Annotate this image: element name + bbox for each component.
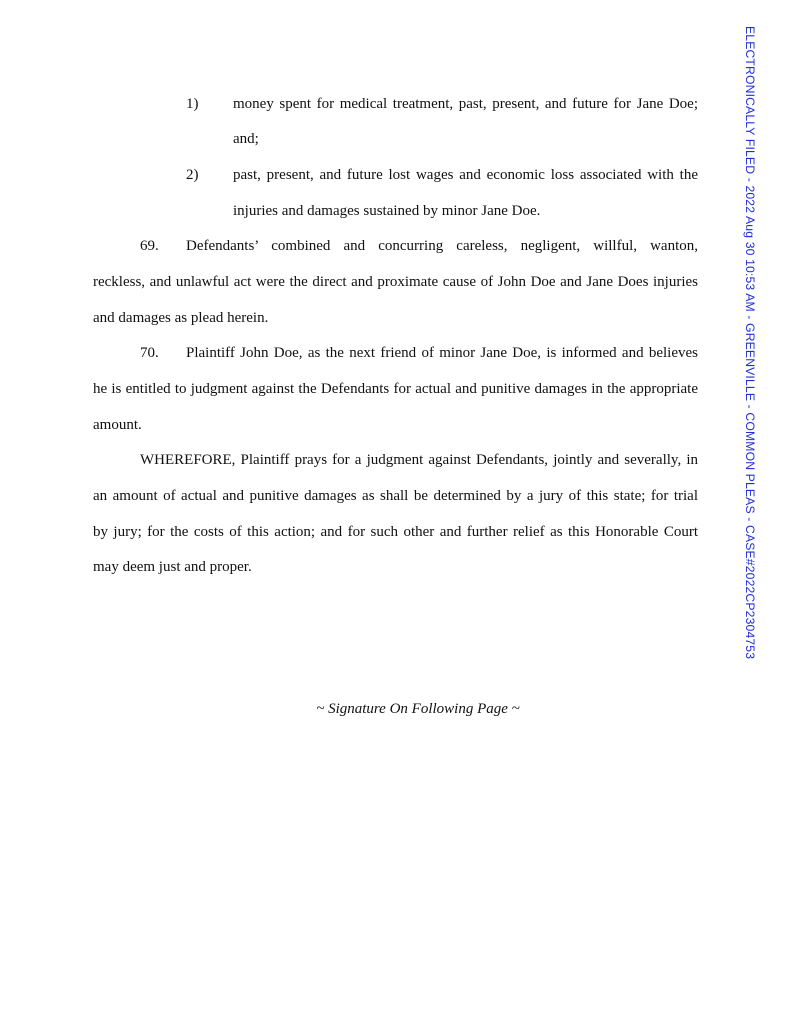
list-item-text: past, present, and future lost wages and economic loss associated with the [233, 167, 698, 183]
paragraph-number: 70. [140, 345, 159, 361]
wherefore-clause: by jury; for the costs of this action; and for such other and further relief as this Honorable Court [93, 524, 698, 540]
wherefore-clause: an amount of actual and punitive damages as shall be determined by a jury of this state; for trial [93, 488, 698, 504]
wherefore-clause: may deem just and proper. [93, 559, 252, 575]
list-item-text: money spent for medical treatment, past, present, and future for Jane Doe; [233, 96, 698, 112]
paragraph-text: and damages as plead herein. [93, 310, 269, 326]
paragraph-number: 69. [140, 238, 159, 254]
electronic-filing-stamp: ELECTRONICALLY FILED - 2022 Aug 30 10:53 AM - GREENVILLE - COMMON PLEAS - CASE#2022CP2304753 [743, 26, 757, 660]
list-item-number: 1) [186, 96, 199, 112]
list-item-text: and; [233, 131, 259, 147]
list-item-number: 2) [186, 167, 199, 183]
wherefore-clause: WHEREFORE, Plaintiff prays for a judgment against Defendants, jointly and severally, in [140, 452, 698, 468]
paragraph-text: amount. [93, 417, 142, 433]
paragraph-text: Plaintiff John Doe, as the next friend of minor Jane Doe, is informed and believes [186, 345, 698, 361]
list-item-text: injuries and damages sustained by minor Jane Doe. [233, 203, 541, 219]
paragraph-text: reckless, and unlawful act were the direct and proximate cause of John Doe and Jane Does injuries [93, 274, 698, 290]
signature-note: ~ Signature On Following Page ~ [316, 701, 520, 717]
paragraph-text: he is entitled to judgment against the Defendants for actual and punitive damages in the appropriate [93, 381, 698, 397]
paragraph-text: Defendants’ combined and concurring careless, negligent, willful, wanton, [186, 238, 698, 254]
